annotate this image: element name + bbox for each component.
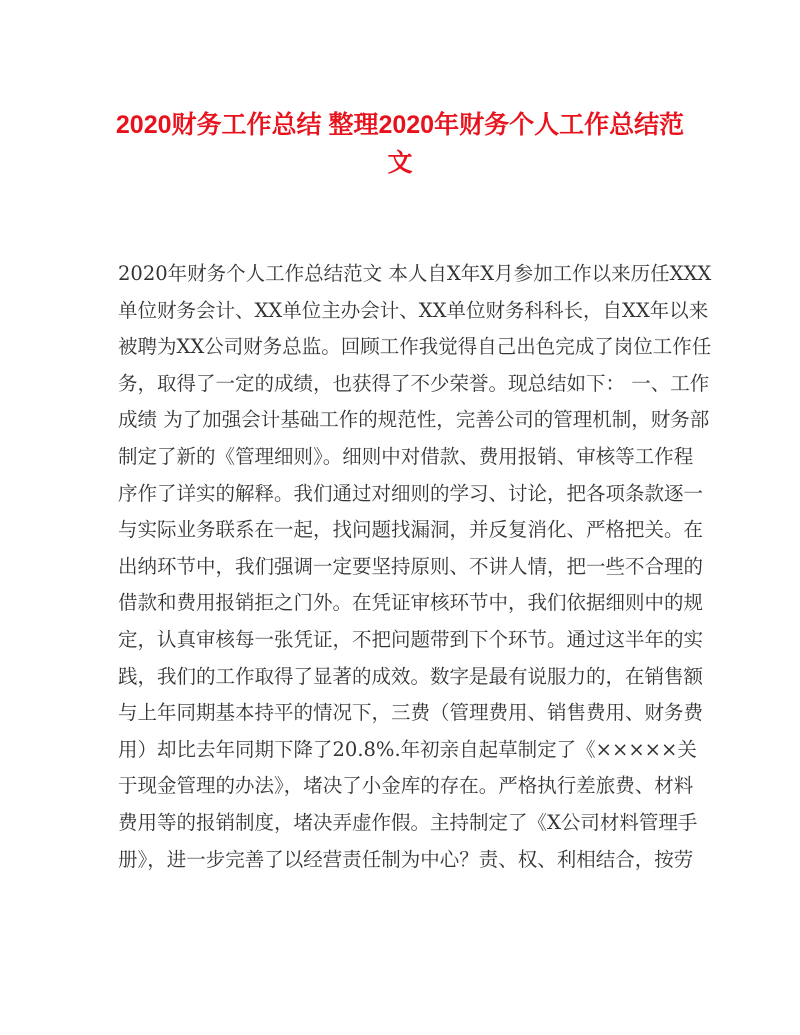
body-text-line: 序作了详实的解释。我们通过对细则的学习、讨论，把各项条款逐一	[118, 481, 704, 505]
body-text-line: 被聘为XX公司财务总监。回顾工作我觉得自己出色完成了岗位工作任	[118, 335, 712, 359]
body-text-line: 册》，进一步完善了以经营责任制为中心？责、权、利相结合，按劳	[118, 847, 694, 871]
body-text-line: 单位财务会计、XX单位主办会计、XX单位财务科科长，自XX年以来	[118, 298, 709, 322]
document-title-line-1: 2020财务工作总结 整理2020年财务个人工作总结范	[115, 111, 685, 139]
body-text-line: 于现金管理的办法》，堵决了小金库的存在。严格执行差旅费、材料	[118, 774, 694, 798]
body-text-line: 出纳环节中，我们强调一定要坚持原则、不讲人情，把一些不合理的	[118, 554, 704, 578]
body-text-line: 2020年财务个人工作总结范文 本人自X年X月参加工作以来历任XXX	[118, 262, 712, 285]
body-text-line: 与实际业务联系在一起，找问题找漏洞，并反复消化、严格把关。在	[118, 518, 704, 542]
body-text-line: 费用等的报销制度，堵决弄虚作假。主持制定了《X公司材料管理手	[118, 810, 698, 834]
body-text-line: 制定了新的《管理细则》。细则中对借款、费用报销、审核等工作程	[118, 444, 694, 468]
body-text-line: 与上年同期基本持平的情况下，三费（管理费用、销售费用、财务费	[118, 701, 704, 725]
body-text-line: 借款和费用报销拒之门外。在凭证审核环节中，我们依据细则中的规	[118, 591, 704, 615]
body-text-line: 定，认真审核每一张凭证，不把问题带到下个环节。通过这半年的实	[118, 627, 704, 651]
body-text-line: 成绩 为了加强会计基础工作的规范性，完善公司的管理机制，财务部	[118, 408, 710, 432]
document-body	[118, 256, 712, 878]
document-title-line-2: 文	[387, 149, 413, 177]
body-text-line: 践，我们的工作取得了显著的成效。数字是最有说服力的，在销售额	[118, 664, 704, 688]
body-text-line: 用）却比去年同期下降了20.8%.年初亲自起草制定了《×××××关	[118, 737, 697, 761]
body-text-line: 务，取得了一定的成绩，也获得了不少荣誉。现总结如下： 一、工作	[118, 371, 710, 395]
